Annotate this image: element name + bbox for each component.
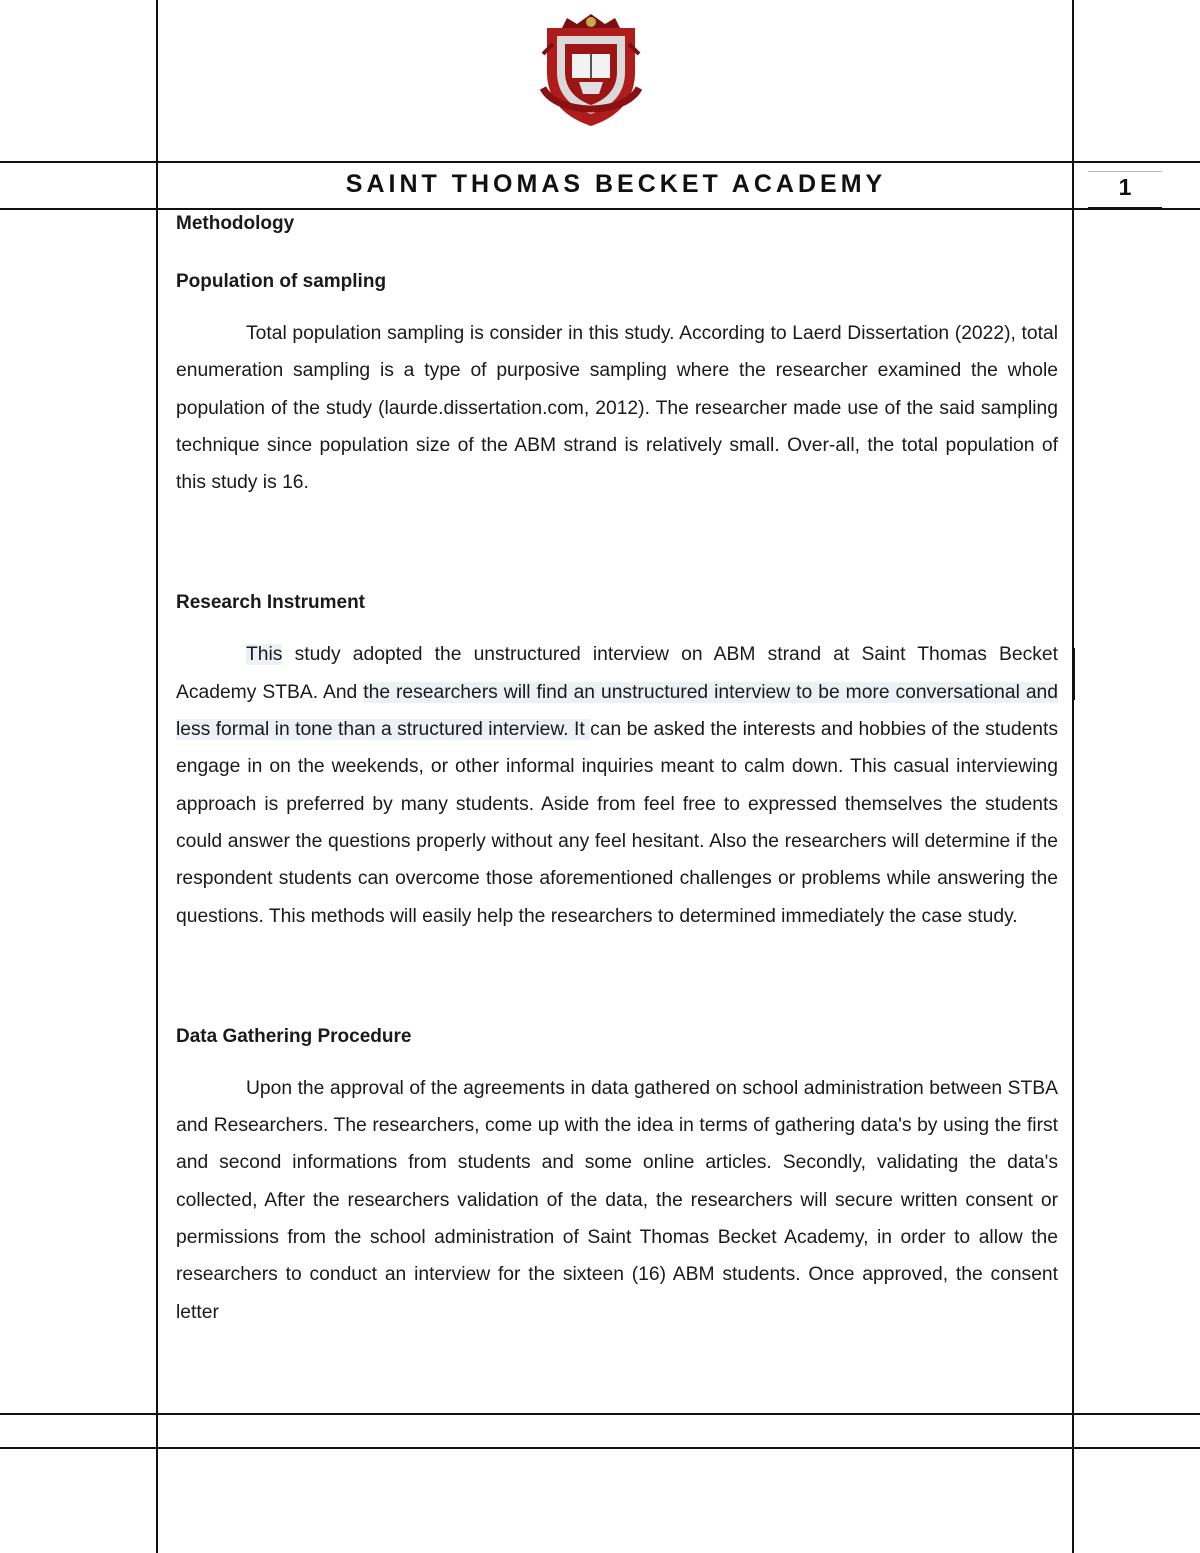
page-number-top-line — [1088, 171, 1162, 172]
page-number: 1 — [1118, 174, 1132, 200]
instrument-text: can be asked the interests and hobbies of the students engage in on the weekends, or other informal inquiries meant to calm down. This casual interviewing approach is preferred by many students. Aside from feel free to expressed themselves the students could answer the questions properly without any feel hesitant. Also the researchers will determine if the respondent students can overcome those aforementioned challenges or problems while answering the questions. This methods will easily help the researchers to determined immediately the case study. — [176, 719, 1058, 927]
page-number-bottom-line — [1088, 207, 1162, 210]
instrument-text: study adopted the unstructured interview on ABM strand at Saint Thomas Becket Academy STBA. And — [176, 644, 1058, 703]
instrument-paragraph — [176, 636, 1058, 934]
footer-bottom-line — [0, 1447, 1200, 1449]
population-heading: Population of sampling — [176, 271, 387, 292]
text-cursor — [1072, 648, 1075, 700]
highlighted-text: the researchers will find an unstructured interview to be more conversational and less formal in tone than a structured interview. It — [176, 681, 1058, 741]
procedure-paragraph: Upon the approval of the agreements in data gathered on school administration between STBA and Researchers. The researchers, come up with the idea in terms of gathering data's by using the first and second informations from students and some online articles. Secondly, validating the data's collected, After the researchers validation of the data, the researchers will secure written consent or permissions from the school administration of Saint Thomas Becket Academy, in order to allow the researchers to conduct an interview for the sixteen (16) ABM students. Once approved, the consent letter — [176, 1077, 1058, 1323]
procedure-heading: Data Gathering Procedure — [176, 1025, 412, 1047]
document-body[interactable] — [176, 210, 1058, 1402]
left-border-line — [156, 0, 158, 1553]
school-seal-icon — [537, 10, 645, 128]
right-border-line — [1072, 0, 1074, 1553]
methodology-heading: Methodology — [176, 213, 295, 234]
highlighted-text: This — [246, 644, 283, 666]
footer-top-line — [0, 1413, 1200, 1415]
instrument-heading: Research Instrument — [176, 592, 366, 614]
header-top-line — [0, 161, 1200, 163]
population-paragraph: Total population sampling is consider in this study. According to Laerd Dissertation (2022), total enumeration sampling is a type of purposive sampling where the researcher examined the whole population of the study (laurde.dissertation.com, 2012). The researcher made use of the said sampling technique since population size of the ABM strand is relatively small. Over-all, the total population of this study is 16. — [176, 323, 1058, 494]
school-name: SAINT THOMAS BECKET ACADEMY — [345, 170, 887, 198]
